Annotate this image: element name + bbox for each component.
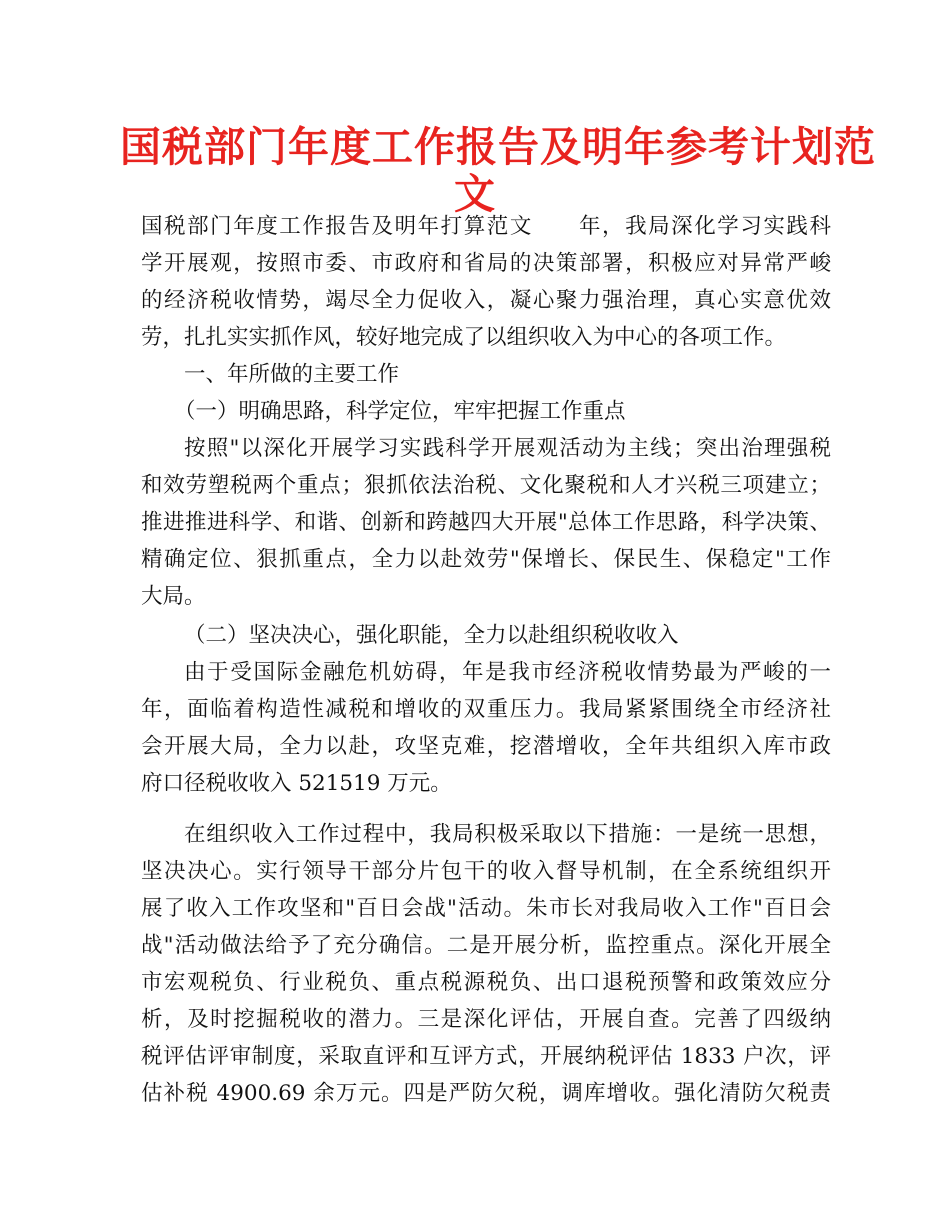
- paragraph-line: 学开展观，按照市委、市政府和省局的决策部署，积极应对异常严峻: [141, 251, 831, 276]
- document-body: [141, 208, 831, 1112]
- paragraph-line: 国税部门年度工作报告及明年打算范文 年，我局深化学习实践科: [141, 214, 831, 239]
- paragraph-line: 劳，扎扎实实抓作风，较好地完成了以组织收入为中心的各项工作。: [141, 325, 787, 350]
- paragraph-line: 推进推进科学、和谐、创新和跨越四大开展"总体工作思路，科学决策、: [141, 510, 831, 535]
- document-title-continued: 文: [454, 170, 496, 218]
- subsection-heading: （一）明确思路，科学定位，牢牢把握工作重点: [174, 399, 626, 424]
- paragraph-line: 析，及时挖掘税收的潜力。三是深化评估，开展自查。完善了四级纳: [141, 1007, 831, 1032]
- subsection-heading: （二）坚决决心，强化职能，全力以赴组织税收收入: [184, 623, 679, 648]
- paragraph-line: 在组织收入工作过程中，我局积极采取以下措施：一是统一思想，: [184, 822, 831, 847]
- paragraph-line: 会开展大局，全力以赴，攻坚克难，挖潜增收，全年共组织入库市政: [141, 734, 831, 759]
- paragraph-line: 由于受国际金融危机妨碍，年是我市经济税收情势最为严峻的一: [184, 660, 831, 685]
- paragraph-line: 市宏观税负、行业税负、重点税源税负、出口退税预警和政策效应分: [141, 970, 831, 995]
- paragraph-line: 按照"以深化开展学习实践科学开展观活动为主线；突出治理强税: [184, 436, 831, 461]
- paragraph-line: 年，面临着构造性减税和增收的双重压力。我局紧紧围绕全市经济社: [141, 697, 831, 722]
- paragraph-line: 战"活动做法给予了充分确信。二是开展分析，监控重点。深化开展全: [141, 933, 831, 958]
- paragraph-line: 税评估评审制度，采取直评和互评方式，开展纳税评估 1833 户次，评: [141, 1044, 831, 1069]
- paragraph-line: 估补税 4900.69 余万元。四是严防欠税，调库增收。强化清防欠税责: [141, 1081, 831, 1106]
- paragraph-line: 府口径税收收入 521519 万元。: [141, 771, 452, 796]
- paragraph-line: 大局。: [141, 584, 206, 609]
- paragraph-line: 的经济税收情势，竭尽全力促收入，凝心聚力强治理，真心实意优效: [141, 288, 831, 313]
- document-title: 国税部门年度工作报告及明年参考计划范: [120, 123, 876, 171]
- paragraph-line: 精确定位、狠抓重点，全力以赴效劳"保增长、保民生、保稳定"工作: [141, 547, 831, 572]
- paragraph-line: 展了收入工作攻坚和"百日会战"活动。朱市长对我局收入工作"百日会: [141, 896, 831, 921]
- paragraph-line: 坚决决心。实行领导干部分片包干的收入督导机制，在全系统组织开: [141, 859, 831, 884]
- section-heading: 一、年所做的主要工作: [184, 362, 400, 387]
- paragraph-line: 和效劳塑税两个重点；狠抓依法治税、文化聚税和人才兴税三项建立；: [141, 473, 831, 498]
